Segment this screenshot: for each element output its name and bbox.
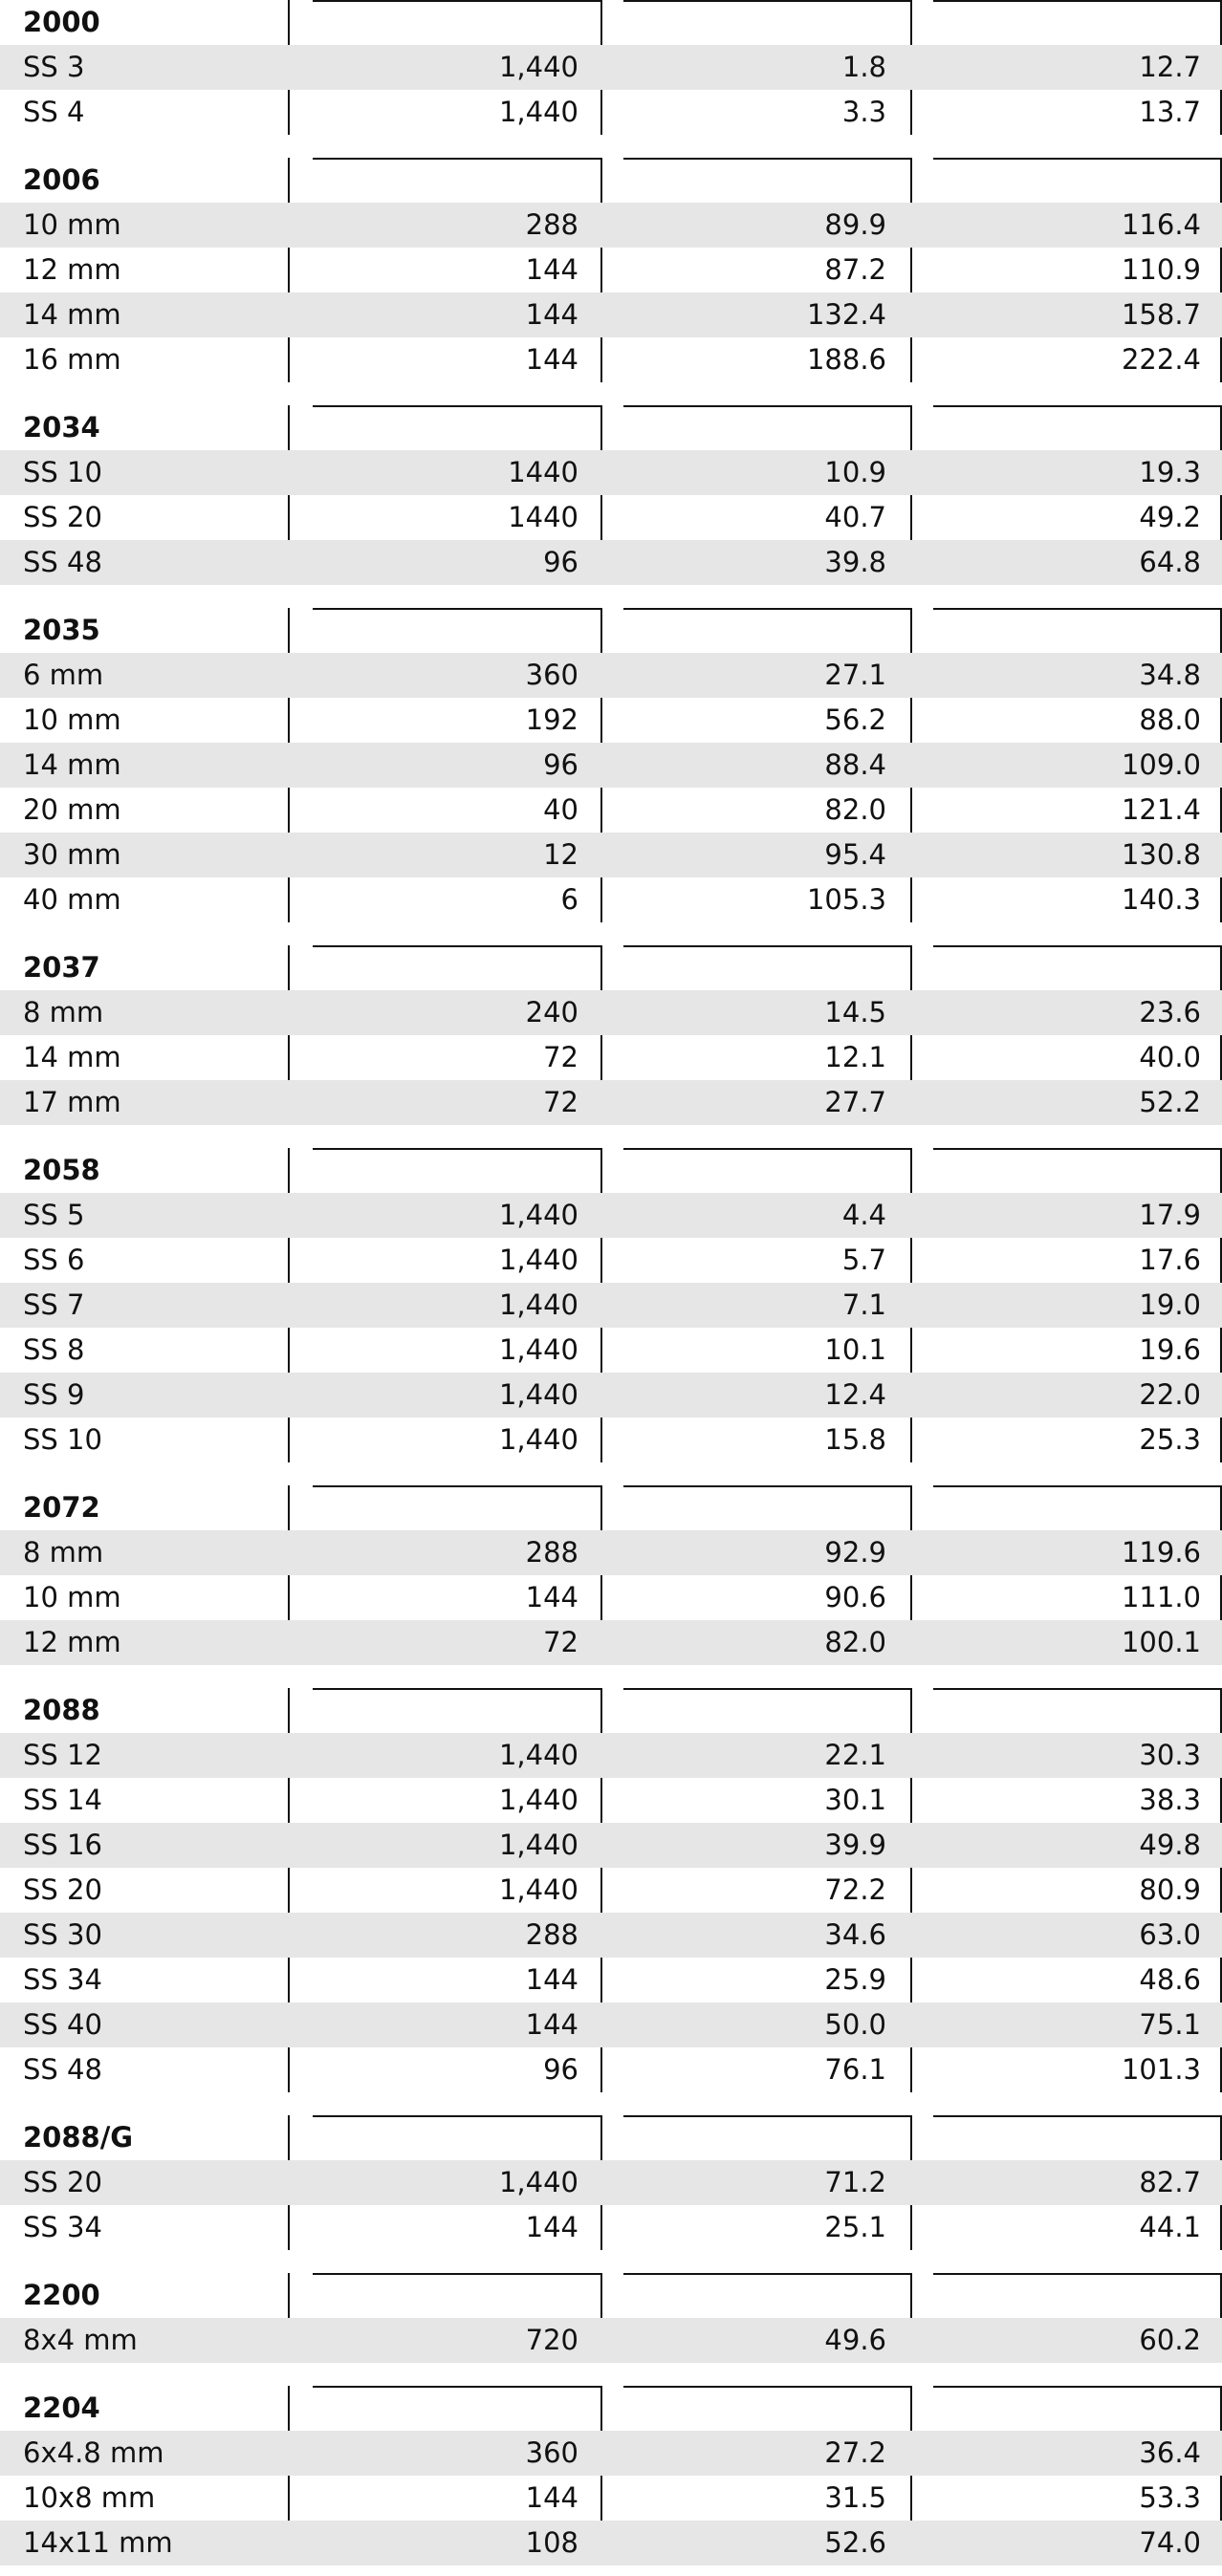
value-b-cell: 119.6 (1121, 1536, 1201, 1569)
table-row (0, 2318, 1222, 2363)
size-cell: SS 12 (23, 1739, 102, 1771)
size-cell: 8 mm (23, 1536, 104, 1569)
table-row (0, 1328, 1222, 1373)
value-a-cell: 15.8 (824, 1423, 886, 1456)
value-b-cell: 48.6 (1139, 1963, 1201, 1996)
quantity-cell: 1,440 (498, 1378, 578, 1411)
table-row (0, 450, 1222, 495)
product-group (0, 945, 1222, 1125)
quantity-cell: 96 (543, 748, 578, 781)
value-a-cell: 76.1 (824, 2053, 886, 2086)
table-row (0, 2476, 1222, 2521)
quantity-cell: 72 (543, 1041, 578, 1073)
quantity-cell: 720 (525, 2324, 578, 2356)
value-a-cell: 4.4 (841, 1199, 886, 1231)
table-row (0, 1238, 1222, 1283)
size-cell: SS 6 (23, 1244, 85, 1276)
size-cell: 16 mm (23, 343, 121, 376)
product-group (0, 0, 1222, 135)
quantity-cell: 96 (543, 2053, 578, 2086)
value-a-cell: 12.4 (824, 1378, 886, 1411)
value-b-cell: 109.0 (1121, 748, 1201, 781)
group-header-row (0, 405, 1222, 450)
quantity-cell: 144 (525, 2008, 578, 2041)
value-a-cell: 49.6 (824, 2324, 886, 2356)
value-b-cell: 130.8 (1121, 838, 1201, 871)
group-title: 2204 (23, 2392, 100, 2424)
value-a-cell: 87.2 (824, 253, 886, 286)
quantity-cell: 1,440 (498, 1784, 578, 1816)
value-a-cell: 92.9 (824, 1536, 886, 1569)
group-header-row (0, 2273, 1222, 2318)
table-row (0, 990, 1222, 1035)
table-row (0, 337, 1222, 382)
group-title: 2072 (23, 1491, 100, 1524)
size-cell: SS 16 (23, 1829, 102, 1861)
size-cell: SS 20 (23, 2166, 102, 2198)
value-b-cell: 38.3 (1139, 1784, 1201, 1816)
quantity-cell: 240 (525, 996, 578, 1028)
quantity-cell: 40 (543, 793, 578, 826)
size-cell: 10 mm (23, 704, 121, 736)
quantity-cell: 1,440 (498, 1873, 578, 1906)
table-row (0, 1778, 1222, 1823)
value-a-cell: 88.4 (824, 748, 886, 781)
value-a-cell: 1.8 (841, 51, 886, 83)
size-cell: SS 10 (23, 456, 102, 488)
value-b-cell: 140.3 (1121, 883, 1201, 916)
quantity-cell: 144 (525, 2211, 578, 2243)
value-a-cell: 89.9 (824, 208, 886, 241)
table-row (0, 743, 1222, 788)
size-cell: 12 mm (23, 1626, 121, 1658)
size-cell: 14 mm (23, 298, 121, 331)
value-b-cell: 52.2 (1139, 1086, 1201, 1118)
value-a-cell: 27.1 (824, 659, 886, 691)
quantity-cell: 1,440 (498, 2166, 578, 2198)
quantity-cell: 1,440 (498, 1333, 578, 1366)
value-a-cell: 27.2 (824, 2436, 886, 2469)
size-cell: SS 20 (23, 1873, 102, 1906)
product-group (0, 158, 1222, 382)
value-b-cell: 222.4 (1121, 343, 1201, 376)
quantity-cell: 144 (525, 343, 578, 376)
value-a-cell: 27.7 (824, 1086, 886, 1118)
value-a-cell: 82.0 (824, 793, 886, 826)
value-b-cell: 34.8 (1139, 659, 1201, 691)
value-a-cell: 52.6 (824, 2526, 886, 2559)
value-a-cell: 3.3 (841, 96, 886, 128)
size-cell: 12 mm (23, 253, 121, 286)
value-b-cell: 23.6 (1139, 996, 1201, 1028)
quantity-cell: 1,440 (498, 1244, 578, 1276)
table-row (0, 90, 1222, 135)
size-cell: 10x8 mm (23, 2481, 156, 2514)
value-a-cell: 10.9 (824, 456, 886, 488)
value-b-cell: 75.1 (1139, 2008, 1201, 2041)
value-a-cell: 82.0 (824, 1626, 886, 1658)
value-b-cell: 63.0 (1139, 1918, 1201, 1951)
value-b-cell: 82.7 (1139, 2166, 1201, 2198)
size-cell: SS 8 (23, 1333, 85, 1366)
value-b-cell: 19.0 (1139, 1288, 1201, 1321)
value-a-cell: 105.3 (806, 883, 886, 916)
value-b-cell: 110.9 (1121, 253, 1201, 286)
size-cell: 6 mm (23, 659, 104, 691)
size-cell: SS 34 (23, 2211, 102, 2243)
value-a-cell: 7.1 (841, 1288, 886, 1321)
quantity-cell: 1,440 (498, 96, 578, 128)
quantity-cell: 1440 (508, 501, 578, 533)
value-b-cell: 12.7 (1139, 51, 1201, 83)
quantity-cell: 360 (525, 2436, 578, 2469)
quantity-cell: 144 (525, 298, 578, 331)
size-cell: 10 mm (23, 208, 121, 241)
value-a-cell: 22.1 (824, 1739, 886, 1771)
value-a-cell: 50.0 (824, 2008, 886, 2041)
table-row (0, 540, 1222, 585)
quantity-cell: 72 (543, 1086, 578, 1118)
size-cell: SS 48 (23, 546, 102, 578)
value-a-cell: 71.2 (824, 2166, 886, 2198)
quantity-cell: 288 (525, 208, 578, 241)
size-cell: SS 3 (23, 51, 85, 83)
group-title: 2037 (23, 951, 100, 984)
table-row (0, 653, 1222, 698)
value-b-cell: 44.1 (1139, 2211, 1201, 2243)
table-row (0, 1620, 1222, 1665)
size-cell: SS 30 (23, 1918, 102, 1951)
size-cell: SS 34 (23, 1963, 102, 1996)
value-b-cell: 30.3 (1139, 1739, 1201, 1771)
table-row (0, 203, 1222, 248)
group-header-row (0, 608, 1222, 653)
value-b-cell: 13.7 (1139, 96, 1201, 128)
size-cell: 20 mm (23, 793, 121, 826)
quantity-cell: 1,440 (498, 1423, 578, 1456)
group-header-row (0, 2386, 1222, 2431)
value-a-cell: 25.1 (824, 2211, 886, 2243)
size-cell: SS 20 (23, 501, 102, 533)
quantity-cell: 12 (543, 838, 578, 871)
value-b-cell: 101.3 (1121, 2053, 1201, 2086)
group-title: 2088/G (23, 2121, 134, 2154)
table-row (0, 2431, 1222, 2476)
quantity-cell: 192 (525, 704, 578, 736)
table-row (0, 2047, 1222, 2092)
value-a-cell: 39.8 (824, 546, 886, 578)
quantity-cell: 288 (525, 1918, 578, 1951)
table-row (0, 1575, 1222, 1620)
value-a-cell: 72.2 (824, 1873, 886, 1906)
table-row (0, 2205, 1222, 2250)
product-group (0, 2273, 1222, 2363)
table-row (0, 1530, 1222, 1575)
value-b-cell: 64.8 (1139, 546, 1201, 578)
group-header-row (0, 945, 1222, 990)
value-b-cell: 19.3 (1139, 456, 1201, 488)
table-row (0, 1418, 1222, 1462)
group-title: 2006 (23, 163, 100, 196)
size-cell: 17 mm (23, 1086, 121, 1118)
value-b-cell: 17.6 (1139, 1244, 1201, 1276)
table-row (0, 2521, 1222, 2565)
value-a-cell: 14.5 (824, 996, 886, 1028)
value-b-cell: 19.6 (1139, 1333, 1201, 1366)
value-a-cell: 56.2 (824, 704, 886, 736)
group-header-row (0, 2115, 1222, 2160)
table-row (0, 2160, 1222, 2205)
value-a-cell: 188.6 (806, 343, 886, 376)
table-row (0, 1373, 1222, 1418)
product-group (0, 2386, 1222, 2565)
quantity-cell: 108 (525, 2526, 578, 2559)
quantity-cell: 6 (560, 883, 578, 916)
value-a-cell: 12.1 (824, 1041, 886, 1073)
value-a-cell: 5.7 (841, 1244, 886, 1276)
table-row (0, 1283, 1222, 1328)
product-group (0, 1148, 1222, 1462)
table-row (0, 1733, 1222, 1778)
value-b-cell: 22.0 (1139, 1378, 1201, 1411)
value-a-cell: 25.9 (824, 1963, 886, 1996)
product-group (0, 2115, 1222, 2250)
value-b-cell: 121.4 (1121, 793, 1201, 826)
quantity-cell: 72 (543, 1626, 578, 1658)
size-cell: 10 mm (23, 1581, 121, 1613)
quantity-cell: 144 (525, 253, 578, 286)
size-cell: SS 10 (23, 1423, 102, 1456)
value-a-cell: 95.4 (824, 838, 886, 871)
value-a-cell: 34.6 (824, 1918, 886, 1951)
size-cell: SS 14 (23, 1784, 102, 1816)
size-cell: 8 mm (23, 996, 104, 1028)
value-b-cell: 49.2 (1139, 501, 1201, 533)
quantity-cell: 288 (525, 1536, 578, 1569)
group-header-row (0, 158, 1222, 203)
size-cell: 14 mm (23, 1041, 121, 1073)
product-group (0, 405, 1222, 585)
value-b-cell: 17.9 (1139, 1199, 1201, 1231)
value-b-cell: 116.4 (1121, 208, 1201, 241)
table-row (0, 1035, 1222, 1080)
value-a-cell: 132.4 (806, 298, 886, 331)
value-b-cell: 40.0 (1139, 1041, 1201, 1073)
group-title: 2200 (23, 2279, 100, 2311)
value-b-cell: 80.9 (1139, 1873, 1201, 1906)
table-row (0, 292, 1222, 337)
size-cell: 14 mm (23, 748, 121, 781)
table-row (0, 1823, 1222, 1868)
product-group (0, 1485, 1222, 1665)
product-group (0, 1688, 1222, 2092)
table-row (0, 833, 1222, 877)
size-cell: SS 40 (23, 2008, 102, 2041)
group-title: 2034 (23, 411, 100, 444)
size-cell: SS 5 (23, 1199, 85, 1231)
size-cell: SS 48 (23, 2053, 102, 2086)
table-row (0, 788, 1222, 833)
value-a-cell: 31.5 (824, 2481, 886, 2514)
quantity-cell: 1,440 (498, 51, 578, 83)
value-a-cell: 39.9 (824, 1829, 886, 1861)
table-row (0, 1193, 1222, 1238)
quantity-cell: 1440 (508, 456, 578, 488)
size-cell: SS 4 (23, 96, 85, 128)
group-header-row (0, 1148, 1222, 1193)
product-group (0, 608, 1222, 922)
group-header-row (0, 0, 1222, 45)
size-cell: 30 mm (23, 838, 121, 871)
value-b-cell: 60.2 (1139, 2324, 1201, 2356)
table-row (0, 1913, 1222, 1958)
table-row (0, 2002, 1222, 2047)
table-row (0, 45, 1222, 90)
table-row (0, 877, 1222, 922)
value-b-cell: 25.3 (1139, 1423, 1201, 1456)
table-row (0, 1080, 1222, 1125)
size-cell: SS 9 (23, 1378, 85, 1411)
table-row (0, 248, 1222, 292)
value-a-cell: 10.1 (824, 1333, 886, 1366)
group-title: 2000 (23, 6, 100, 38)
table-row (0, 698, 1222, 743)
value-b-cell: 36.4 (1139, 2436, 1201, 2469)
quantity-cell: 360 (525, 659, 578, 691)
value-b-cell: 53.3 (1139, 2481, 1201, 2514)
quantity-cell: 1,440 (498, 1739, 578, 1771)
value-b-cell: 100.1 (1121, 1626, 1201, 1658)
value-b-cell: 111.0 (1121, 1581, 1201, 1613)
size-cell: 6x4.8 mm (23, 2436, 164, 2469)
value-b-cell: 74.0 (1139, 2526, 1201, 2559)
quantity-cell: 144 (525, 1581, 578, 1613)
table-row (0, 1958, 1222, 2002)
group-title: 2088 (23, 1694, 100, 1726)
quantity-cell: 1,440 (498, 1829, 578, 1861)
size-cell: 14x11 mm (23, 2526, 173, 2559)
value-b-cell: 49.8 (1139, 1829, 1201, 1861)
value-a-cell: 30.1 (824, 1784, 886, 1816)
size-cell: 8x4 mm (23, 2324, 138, 2356)
quantity-cell: 1,440 (498, 1199, 578, 1231)
table-row (0, 1868, 1222, 1913)
size-cell: 40 mm (23, 883, 121, 916)
quantity-cell: 144 (525, 1963, 578, 1996)
quantity-cell: 1,440 (498, 1288, 578, 1321)
group-header-row (0, 1485, 1222, 1530)
group-title: 2058 (23, 1154, 100, 1186)
quantity-cell: 96 (543, 546, 578, 578)
value-b-cell: 158.7 (1121, 298, 1201, 331)
value-a-cell: 90.6 (824, 1581, 886, 1613)
size-cell: SS 7 (23, 1288, 85, 1321)
value-a-cell: 40.7 (824, 501, 886, 533)
group-title: 2035 (23, 614, 100, 646)
table-row (0, 495, 1222, 540)
value-b-cell: 88.0 (1139, 704, 1201, 736)
group-header-row (0, 1688, 1222, 1733)
quantity-cell: 144 (525, 2481, 578, 2514)
